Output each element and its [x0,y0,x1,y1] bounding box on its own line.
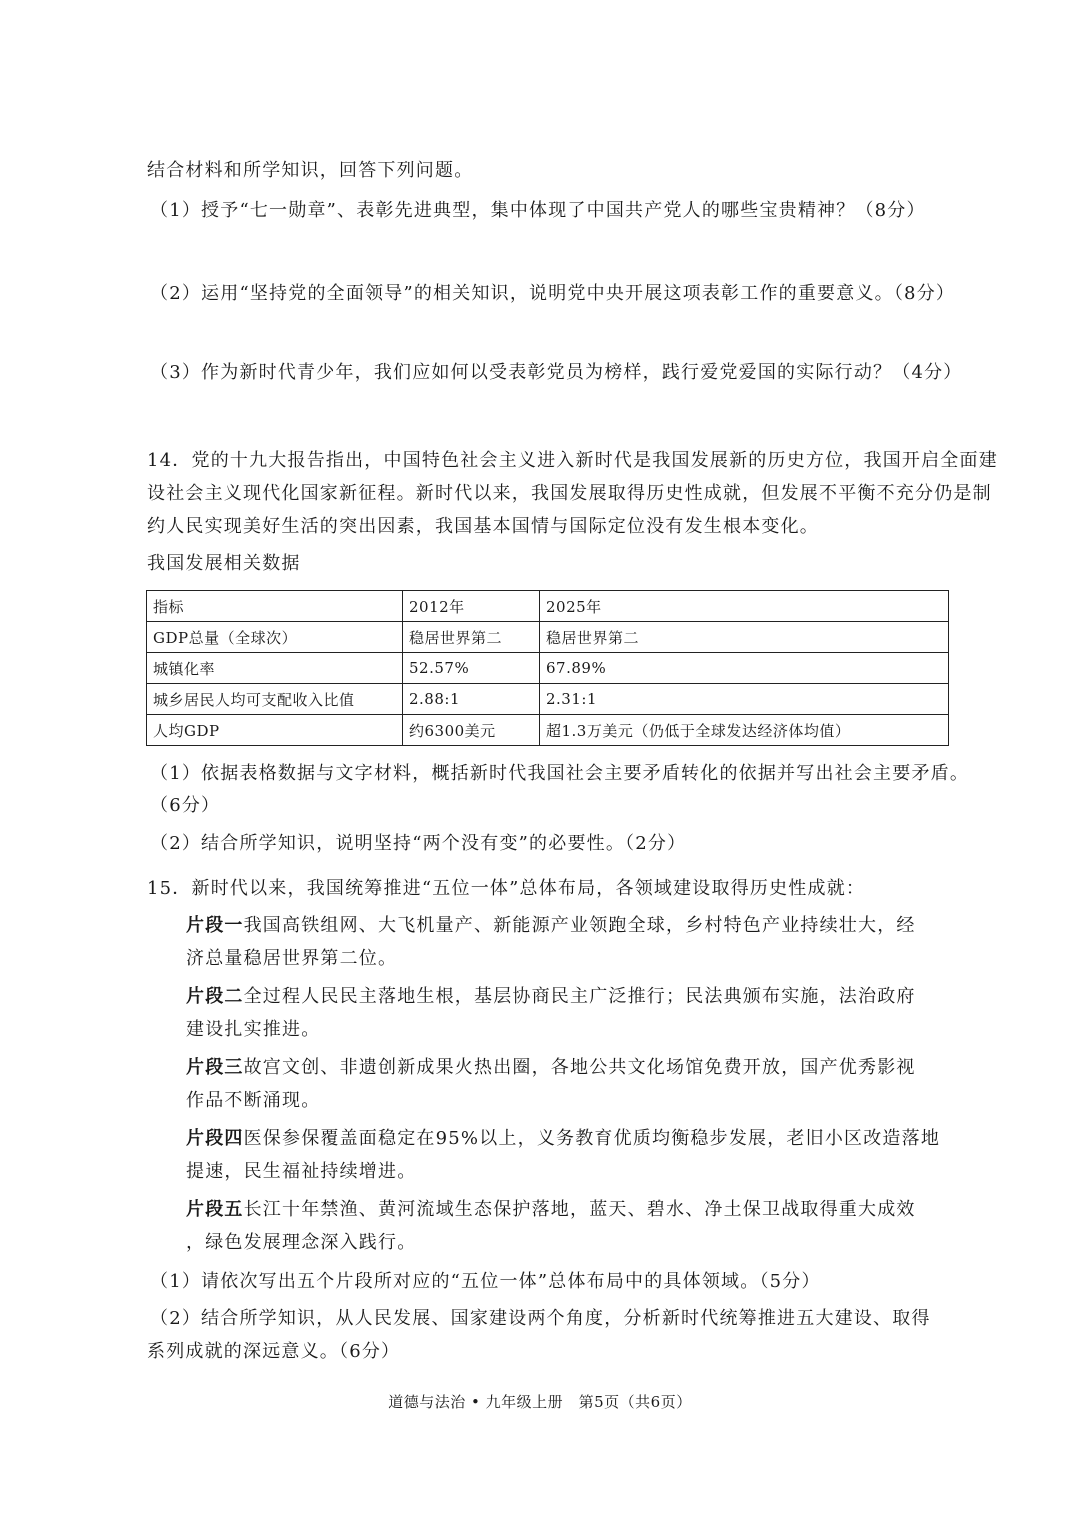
q14-line-2: 设社会主义现代化国家新征程。新时代以来，我国发展取得历史性成就，但发展不平衡不充分仍是制 [147,483,992,504]
table-cell: 67.89% [540,653,949,684]
intro-text: 结合材料和所学知识，回答下列问题。 [147,160,474,181]
segment-1-line-1 [186,914,916,938]
segment-text: 长江十年禁渔、黄河流域生态保护落地，蓝天、碧水、净土保卫战取得重大成效 [243,1199,916,1220]
segment-text: 医保参保覆盖面稳定在95%以上，义务教育优质均衡稳步发展，老旧小区改造落地 [243,1128,941,1149]
segment-text: 全过程人民民主落地生根，基层协商民主广泛推行；民法典颁布实施，法治政府 [243,986,916,1007]
table-header-cell: 2025年 [540,591,949,622]
segment-label: 片段二 [186,986,244,1007]
table-cell: 城乡居民人均可支配收入比值 [147,684,403,715]
table-cell: 2.31:1 [540,684,949,715]
table-cell: 2.88:1 [403,684,540,715]
page-footer: 道德与法治 • 九年级上册 第5页（共6页） [388,1393,692,1411]
q14-line-1: 14．党的十九大报告指出，中国特色社会主义进入新时代是我国发展新的历史方位，我国开启全面建 [147,450,998,471]
segment-label: 片段四 [186,1128,244,1149]
q15-sub2-line-1: （2）结合所学知识，从人民发展、国家建设两个角度，分析新时代统筹推进五大建设、取得 [150,1308,931,1329]
table-cell: 城镇化率 [147,653,403,684]
q14-sub1-line-1: （1）依据表格数据与文字材料，概括新时代我国社会主要矛盾转化的依据并写出社会主要矛盾。 [150,763,970,784]
table-header-cell: 指标 [147,591,403,622]
segment-text: 故宫文创、非遗创新成果火热出圈，各地公共文化场馆免费开放，国产优秀影视 [243,1057,916,1078]
table-row [147,715,949,746]
table-cell: 人均GDP [147,715,403,746]
table-row [147,653,949,684]
table-row [147,622,949,653]
table-row [147,684,949,715]
segment-label: 片段一 [186,915,244,936]
segment-label: 片段五 [186,1199,244,1220]
q14-sub1-line-2: （6分） [150,795,221,816]
segment-1-line-2: 济总量稳居世界第二位。 [186,948,398,969]
q14-sub2: （2）结合所学知识，说明坚持“两个没有变”的必要性。（2分） [150,833,687,854]
table-cell: 约6300美元 [403,715,540,746]
table-header-cell: 2012年 [403,591,540,622]
q13-sub1: （1）授予“七一勋章”、表彰先进典型，集中体现了中国共产党人的哪些宝贵精神？（8分） [150,200,926,221]
table-cell: 超1.3万美元（仍低于全球发达经济体均值） [540,715,949,746]
development-data-table [146,590,949,746]
segment-label: 片段三 [186,1057,244,1078]
segment-2-line-2: 建设扎实推进。 [186,1019,321,1040]
table-cell: 稳居世界第二 [540,622,949,653]
q14-line-3: 约人民实现美好生活的突出因素，我国基本国情与国际定位没有发生根本变化。 [147,516,819,537]
table-cell: 稳居世界第二 [403,622,540,653]
segment-text: 我国高铁组网、大飞机量产、新能源产业领跑全球，乡村特色产业持续壮大，经 [243,915,916,936]
segment-3-line-1 [186,1056,916,1080]
segment-5-line-2: ，绿色发展理念深入践行。 [186,1232,417,1253]
q13-sub3: （3）作为新时代青少年，我们应如何以受表彰党员为榜样，践行爱党爱国的实际行动？（4分） [150,362,963,383]
segment-4-line-1 [186,1127,940,1151]
table-cell: 52.57% [403,653,540,684]
q15-sub2-line-2: 系列成就的深远意义。（6分） [147,1341,401,1362]
segment-4-line-2: 提速，民生福祉持续增进。 [186,1161,417,1182]
table-cell: GDP总量（全球次） [147,622,403,653]
segment-3-line-2: 作品不断涌现。 [186,1090,321,1111]
q15-stem: 15．新时代以来，我国统筹推进“五位一体”总体布局，各领域建设取得历史性成就： [147,878,866,899]
table-header-row [147,591,949,622]
q13-sub2: （2）运用“坚持党的全面领导”的相关知识，说明党中央开展这项表彰工作的重要意义。（8分） [150,283,956,304]
table-title: 我国发展相关数据 [147,553,301,574]
q15-sub1: （1）请依次写出五个片段所对应的“五位一体”总体布局中的具体领域。（5分） [150,1271,821,1292]
segment-5-line-1 [186,1198,916,1222]
segment-2-line-1 [186,985,916,1009]
